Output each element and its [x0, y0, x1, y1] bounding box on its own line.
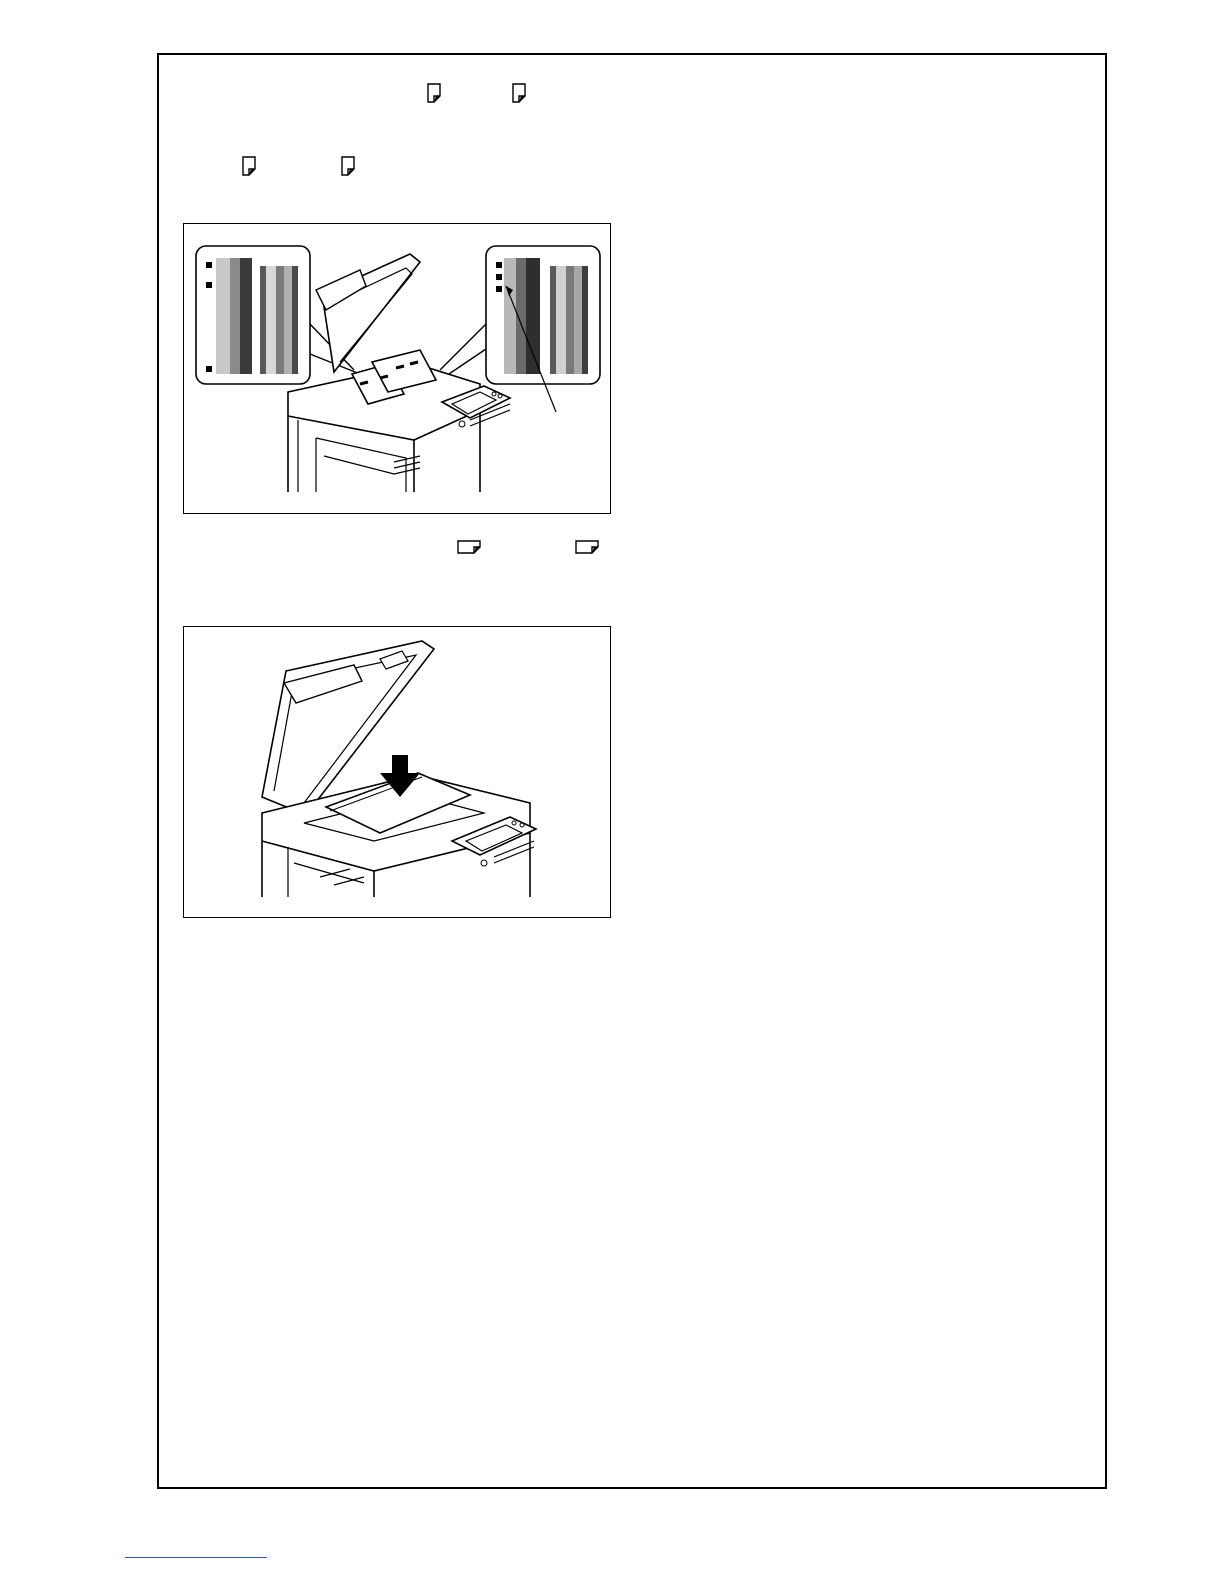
- figure-sheet-original-on-platen: [183, 626, 611, 918]
- figure-book-original-on-platen: [183, 223, 611, 514]
- paper-portrait-icon: [341, 156, 355, 176]
- paper-portrait-icon: [427, 83, 441, 103]
- paper-portrait-icon: [242, 156, 256, 176]
- mfp-book-illustration: [184, 224, 612, 515]
- paper-landscape-icon: [575, 540, 599, 554]
- paper-landscape-icon: [457, 540, 481, 554]
- mfp-sheet-illustration: [184, 627, 612, 919]
- test-chart-left: [206, 258, 298, 374]
- footer-link-underline[interactable]: [125, 1557, 267, 1558]
- paper-portrait-icon: [512, 83, 526, 103]
